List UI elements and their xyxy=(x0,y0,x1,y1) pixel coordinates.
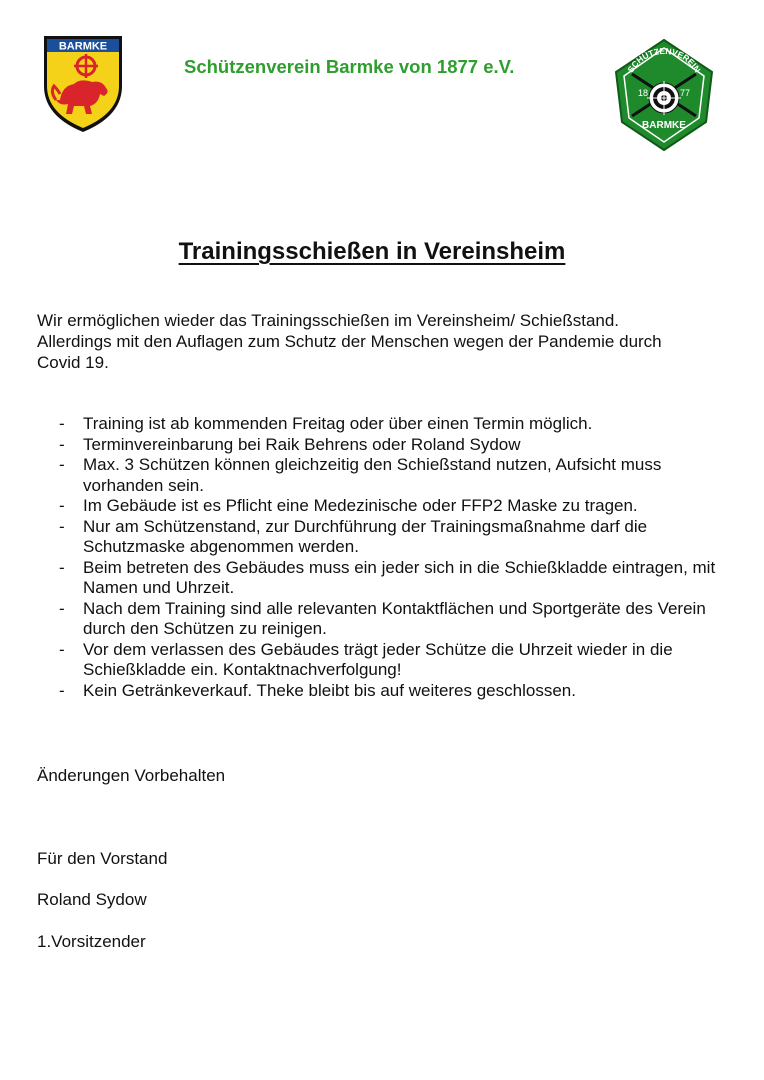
rule-text: Vor dem verlassen des Gebäudes trägt jeder Schütze die Uhrzeit wieder in die Schießkladde ein. Kontaktnachverfolgung! xyxy=(83,639,673,679)
rule-text: Beim betreten des Gebäudes muss ein jeder sich in die Schießkladde eintragen, mit Namen und Uhrzeit. xyxy=(83,557,716,597)
emblem-bottom-text: BARMKE xyxy=(642,120,686,131)
bullet-dash: - xyxy=(59,557,65,577)
rule-item xyxy=(37,414,727,435)
rule-item xyxy=(37,435,727,456)
emblem-year-right: 77 xyxy=(680,88,691,98)
signoff-name: Roland Sydow xyxy=(37,890,147,909)
rule-item xyxy=(37,496,727,517)
rule-text: Nach dem Training sind alle relevanten Kontaktflächen und Sportgeräte des Verein durch den Schützen zu reinigen. xyxy=(83,598,706,638)
bullet-dash: - xyxy=(59,639,65,659)
bullet-dash: - xyxy=(59,455,65,474)
changes-note: Änderungen Vorbehalten xyxy=(37,766,226,785)
club-name-heading: Schützenverein Barmke von 1877 e.V. xyxy=(184,56,515,77)
rule-text: Kein Getränkeverkauf. Theke bleibt bis auf weiteres geschlossen. xyxy=(83,680,576,700)
bullet-dash: - xyxy=(59,496,65,515)
bullet-dash: - xyxy=(59,434,65,454)
rules-list xyxy=(37,414,727,701)
document-title: Trainingsschießen in Vereinsheim xyxy=(178,238,566,265)
rule-item xyxy=(37,640,727,681)
crest-left-label: BARMKE xyxy=(58,40,108,53)
rule-text: Max. 3 Schützen können gleichzeitig den Schießstand nutzen, Aufsicht muss vorhanden sein. xyxy=(83,455,662,495)
rule-text: Im Gebäude ist es Pflicht eine Medezinische oder FFP2 Maske zu tragen. xyxy=(83,496,638,515)
intro-line: Covid 19. xyxy=(37,353,109,372)
emblem-year-left: 18 xyxy=(638,88,649,98)
signoff-for-board: Für den Vorstand xyxy=(37,849,168,868)
signoff-role: 1.Vorsitzender xyxy=(37,932,146,951)
intro-line: Wir ermöglichen wieder das Trainingsschießen im Vereinsheim/ Schießstand. xyxy=(37,311,620,330)
rule-item xyxy=(37,681,727,702)
rule-item xyxy=(37,517,727,558)
rule-item xyxy=(37,599,727,640)
schuetzenverein-emblem-icon xyxy=(608,38,720,152)
rule-item xyxy=(37,558,727,599)
rule-text: Terminvereinbarung bei Raik Behrens oder Roland Sydow xyxy=(83,434,521,454)
rule-text: Nur am Schützenstand, zur Durchführung der Trainingsmaßnahme darf die Schutzmaske abgenommen werden. xyxy=(83,516,648,556)
bullet-dash: - xyxy=(59,414,65,433)
rule-item xyxy=(37,455,727,496)
bullet-dash: - xyxy=(59,516,65,536)
bullet-dash: - xyxy=(59,680,65,700)
rule-text: Training ist ab kommenden Freitag oder über einen Termin möglich. xyxy=(83,414,593,433)
bullet-dash: - xyxy=(59,598,65,618)
barmke-coat-of-arms-icon xyxy=(40,34,126,134)
intro-paragraph xyxy=(37,310,727,373)
emblem-arc-text: SCHÜTZENVEREIN xyxy=(625,45,703,75)
intro-line: Allerdings mit den Auflagen zum Schutz der Menschen wegen der Pandemie durch xyxy=(37,332,662,351)
